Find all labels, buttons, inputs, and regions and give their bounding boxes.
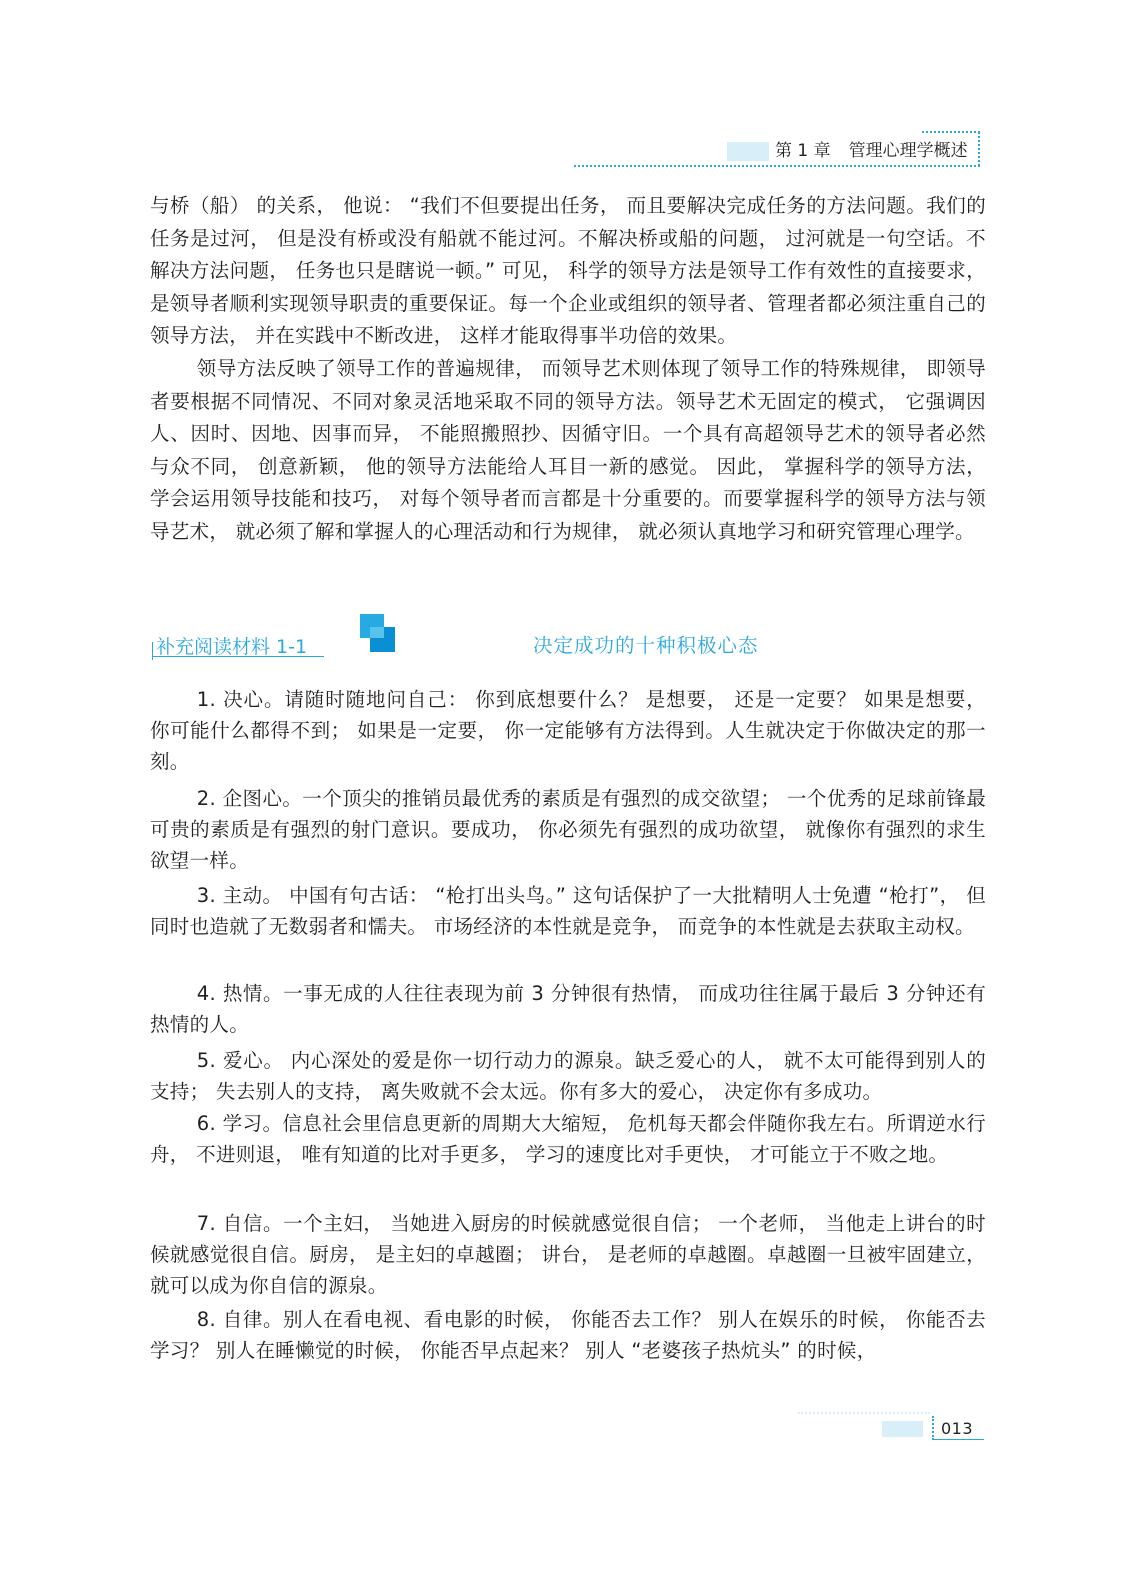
supplement-title: 决定成功的十种积极心态 [533, 634, 759, 657]
list-item: 7. 自信。一个主妇， 当她进入厨房的时候就感觉很自信； 一个老师， 当他走上讲台的时候就感觉很自信。厨房， 是主妇的卓越圈； 讲台， 是老师的卓越圈。卓越圈一旦被牢固建立， 就可以成为你自信的源泉。 [150, 1212, 986, 1297]
footer-underline [932, 1439, 984, 1440]
header-chapter: 第 1 章 [775, 141, 831, 161]
list-item: 1. 决心。请随时随地问自己： 你到底想要什么？ 是想要， 还是一定要？ 如果是想要， 你可能什么都得不到； 如果是一定要， 你一定能够有方法得到。人生就决定于你做决定的那一刻。 [150, 688, 986, 773]
footer-dotted-divider [932, 1416, 934, 1440]
supplement-label: 补充阅读材料 1-1 [156, 636, 308, 658]
list-item: 4. 热情。一事无成的人往往表现为前 3 分钟很有热情， 而成功往往属于最后 3 分钟还有热情的人。 [150, 982, 986, 1036]
list-item: 3. 主动。 中国有句古话： “枪打出头鸟。” 这句话保护了一大批精明人士免遭 “枪打”， 但同时也造就了无数弱者和懦夫。 市场经济的本性就是竞争， 而竞争的本性就是去获取主动权。 [150, 884, 986, 938]
paragraph: 与桥（船） 的关系， 他说： “我们不但要提出任务， 而且要解决完成任务的方法问题。我们的任务是过河， 但是没有桥或没有船就不能过河。不解决桥或船的问题， 过河就是一句空话。不解决方法问题， 任务也只是瞎说一顿。” 可见， 科学的领导方法是领导工作有效性的直接要求， 是领导者顺利实现领导职责的重要保证。每一个企业或组织的领导者、管理者都必须注重自己的领导方法， 并在实践中不断改进， 这样才能取得事半功倍的效果。 [150, 194, 986, 348]
list-item: 6. 学习。信息社会里信息更新的周期大大缩短， 危机每天都会伴随你我左右。所谓逆水行舟， 不进则退， 唯有知道的比对手更多， 学习的速度比对手更快， 才可能立于不败之地。 [150, 1112, 986, 1166]
header-dotted-rule-top [922, 131, 980, 133]
list-item: 8. 自律。别人在看电视、看电影的时候， 你能否去工作？ 别人在娱乐的时候， 你能否去学习？ 别人在睡懒觉的时候， 你能否早点起来？ 别人 “老婆孩子热炕头” 的时候， [150, 1308, 986, 1362]
supplement-label-rule-left [152, 642, 153, 660]
paragraph: 领导方法反映了领导工作的普遍规律， 而领导艺术则体现了领导工作的特殊规律， 即领导者要根据不同情况、不同对象灵活地采取不同的领导方法。领导艺术无固定的模式， 它强调因人、因时、因地、因事而异， 不能照搬照抄、因循守旧。一个具有高超领导艺术的领导者必然与众不同， 创意新颖， 他的领导方法能给人耳目一新的感觉。 因此， 掌握科学的领导方法， 学会运用领导技能和技巧， 对每个领导者而言都是十分重要的。而要掌握科学的领导方法与领导艺术， 就必须了解和掌握人的心理活动和行为规律， 就必须认真地学习和研究管理心理学。 [150, 356, 986, 543]
running-header [775, 139, 968, 163]
footer-accent-bar [882, 1421, 923, 1437]
header-accent-bar [727, 142, 769, 161]
list-item: 2. 企图心。一个顶尖的推销员最优秀的素质是有强烈的成交欲望； 一个优秀的足球前锋最可贵的素质是有强烈的射门意识。要成功， 你必须先有强烈的成功欲望， 就像你有强烈的求生欲望一样。 [150, 787, 986, 872]
list-item: 5. 爱心。 内心深处的爱是你一切行动力的源泉。缺乏爱心的人， 就不太可能得到别人的支持； 失去别人的支持， 离失败就不会太远。你有多大的爱心， 决定你有多成功。 [150, 1049, 986, 1103]
decorative-square-overlap [370, 627, 384, 638]
header-dotted-rule-right [978, 132, 980, 166]
body-text [150, 190, 986, 549]
header-title: 管理心理学概述 [848, 141, 968, 161]
footer-dotted-rule [798, 1412, 930, 1414]
header-dotted-rule-bottom [574, 165, 980, 167]
page-number: 013 [941, 1419, 974, 1438]
